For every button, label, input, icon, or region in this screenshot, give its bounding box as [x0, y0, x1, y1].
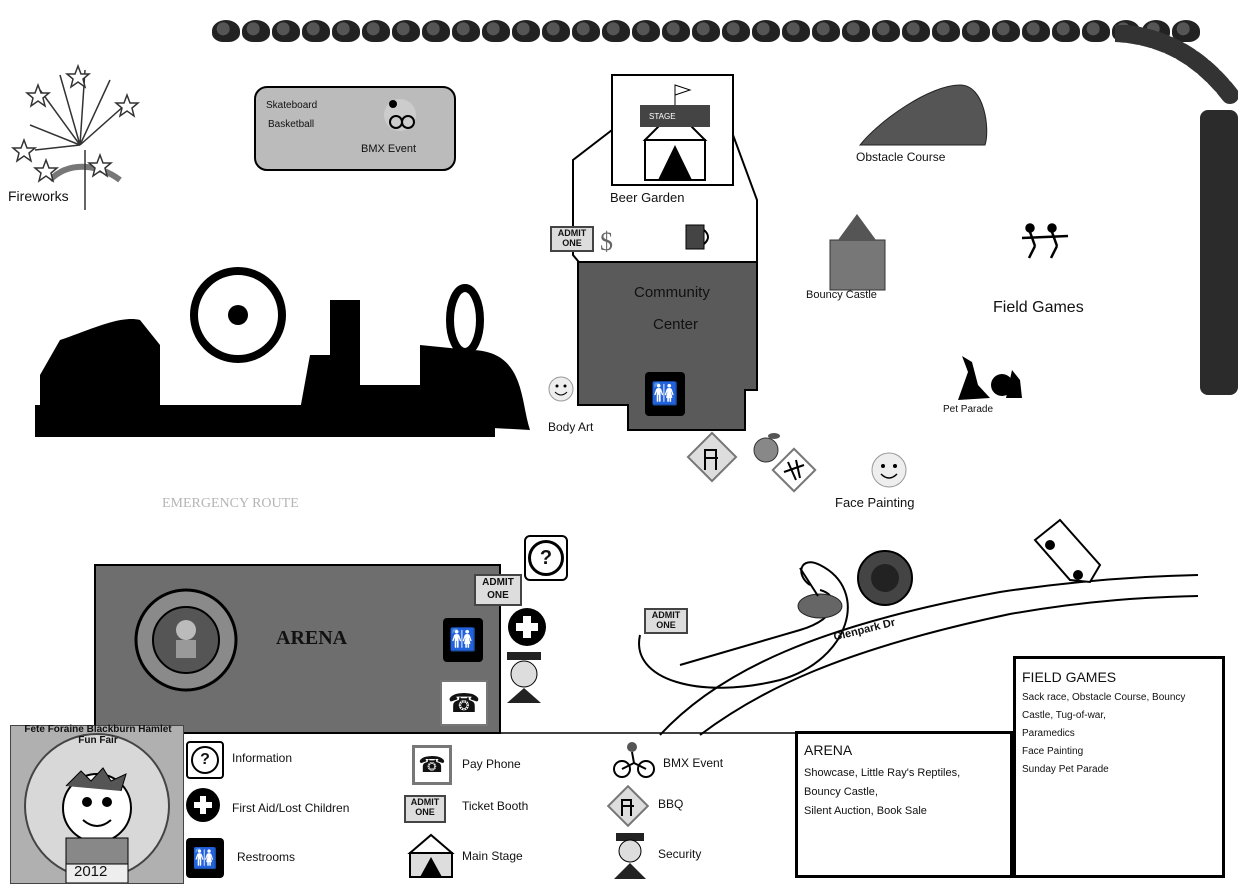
field-games-info-panel — [1013, 656, 1225, 878]
field-games-panel-line: Paramedics — [1022, 728, 1075, 739]
tree-line-top — [212, 20, 1200, 42]
field-games-label: Field Games — [993, 299, 1084, 316]
arena-panel-line: Bouncy Castle, — [804, 786, 878, 798]
festival-logo — [10, 725, 184, 884]
main-stage-icon — [406, 831, 456, 881]
field-games-panel-line: Sack race, Obstacle Course, Bouncy — [1022, 692, 1186, 703]
community-center-label-line2: Center — [653, 316, 699, 333]
emergency-route-label: EMERGENCY ROUTE — [162, 496, 299, 511]
arena-info-panel — [795, 731, 1013, 878]
restrooms-icon: 🚻 — [186, 838, 224, 878]
obstacle-course-icon — [860, 85, 987, 145]
legend-first-aid-label: First Aid/Lost Children — [232, 801, 350, 815]
arena-label: ARENA — [276, 627, 348, 649]
stage-sign: STAGE — [649, 112, 676, 121]
shrub-icon — [798, 594, 842, 618]
pet-parade-label: Pet Parade — [943, 404, 994, 415]
festival-logo-art — [11, 726, 183, 883]
legend — [182, 733, 794, 884]
first-aid-icon — [508, 608, 546, 646]
road-name-label: Glenpark Dr — [832, 616, 897, 644]
ticket-booth-icon: ADMIT ONE — [644, 608, 688, 634]
dollar-sign-icon: $ — [600, 227, 613, 256]
legend-bbq-label: BBQ — [658, 797, 684, 811]
ticket-booth-icon: ADMIT ONE — [404, 795, 446, 823]
legend-restrooms-label: Restrooms — [237, 850, 296, 864]
police-car-icon — [1035, 520, 1100, 582]
bmx-event-icon — [612, 739, 656, 779]
zoo-seal-text — [0, 0, 13, 1]
pay-phone-icon: ☎ — [440, 680, 488, 726]
festival-logo-year: 2012 — [74, 863, 108, 880]
security-officer-icon — [507, 652, 541, 703]
field-games-panel-line: Face Painting — [1022, 746, 1084, 757]
information-icon: ? — [186, 741, 224, 779]
restrooms-icon: 🚻 — [443, 618, 483, 662]
information-icon: ? — [524, 535, 568, 581]
restrooms-icon: 🚻 — [645, 372, 685, 416]
body-art-label: Body Art — [548, 420, 594, 434]
legend-bmx-event-label: BMX Event — [663, 756, 724, 770]
apple-icon — [754, 433, 780, 462]
pay-phone-icon: ☎ — [412, 745, 452, 785]
ticket-booth-icon: ADMIT ONE — [474, 574, 522, 606]
security-icon — [610, 831, 650, 881]
midway-rides-icon — [35, 271, 530, 437]
bmx-event-map-label: BMX Event — [361, 143, 417, 155]
beer-mug-icon — [686, 225, 708, 249]
pet-parade-icon — [958, 356, 1022, 400]
star-icons — [13, 66, 138, 181]
field-games-panel-line: Sunday Pet Parade — [1022, 764, 1109, 775]
arena-panel-line: Silent Auction, Book Sale — [804, 805, 927, 817]
first-aid-icon — [186, 788, 220, 822]
ticket-booth-icon: ADMIT ONE — [550, 226, 594, 252]
bmx-rider-icon — [384, 99, 416, 131]
legend-security-label: Security — [658, 847, 702, 861]
bbq-icon — [607, 785, 649, 827]
festival-logo-arc-text: Fete Foraine Blackburn Hamlet Fun Fair — [24, 724, 172, 746]
tree-column — [1200, 110, 1238, 395]
reptile-zoo-seal-icon — [136, 590, 236, 690]
legend-main-stage-label: Main Stage — [462, 849, 523, 863]
picnic-table-sign-icon — [773, 449, 815, 491]
arena-panel-title: ARENA — [804, 742, 853, 758]
skateboard-label: Skateboard — [266, 100, 318, 111]
legend-information-label: Information — [232, 751, 293, 765]
bouncy-castle-label: Bouncy Castle — [806, 289, 877, 301]
bbq-sign-icon — [688, 433, 736, 481]
tree-line-corner — [1115, 25, 1238, 110]
arena-panel-line: Showcase, Little Ray's Reptiles, — [804, 767, 961, 779]
community-center-label-line1: Community — [634, 284, 710, 301]
field-games-panel-title: FIELD GAMES — [1022, 669, 1117, 685]
body-art-smiley-icon — [549, 377, 573, 401]
bouncy-castle-icon — [830, 214, 885, 290]
beer-garden-label: Beer Garden — [610, 190, 685, 205]
face-painting-smiley-icon — [872, 453, 906, 487]
basketball-label: Basketball — [268, 119, 315, 130]
legend-ticket-booth-label: Ticket Booth — [462, 799, 529, 813]
field-games-panel-line: Castle, Tug-of-war, — [1022, 710, 1106, 721]
face-painting-label: Face Painting — [835, 495, 915, 510]
tug-of-war-icon — [1022, 225, 1068, 259]
fireworks-label: Fireworks — [8, 188, 69, 204]
obstacle-course-label: Obstacle Course — [856, 150, 946, 164]
legend-pay-phone-label: Pay Phone — [462, 757, 521, 771]
